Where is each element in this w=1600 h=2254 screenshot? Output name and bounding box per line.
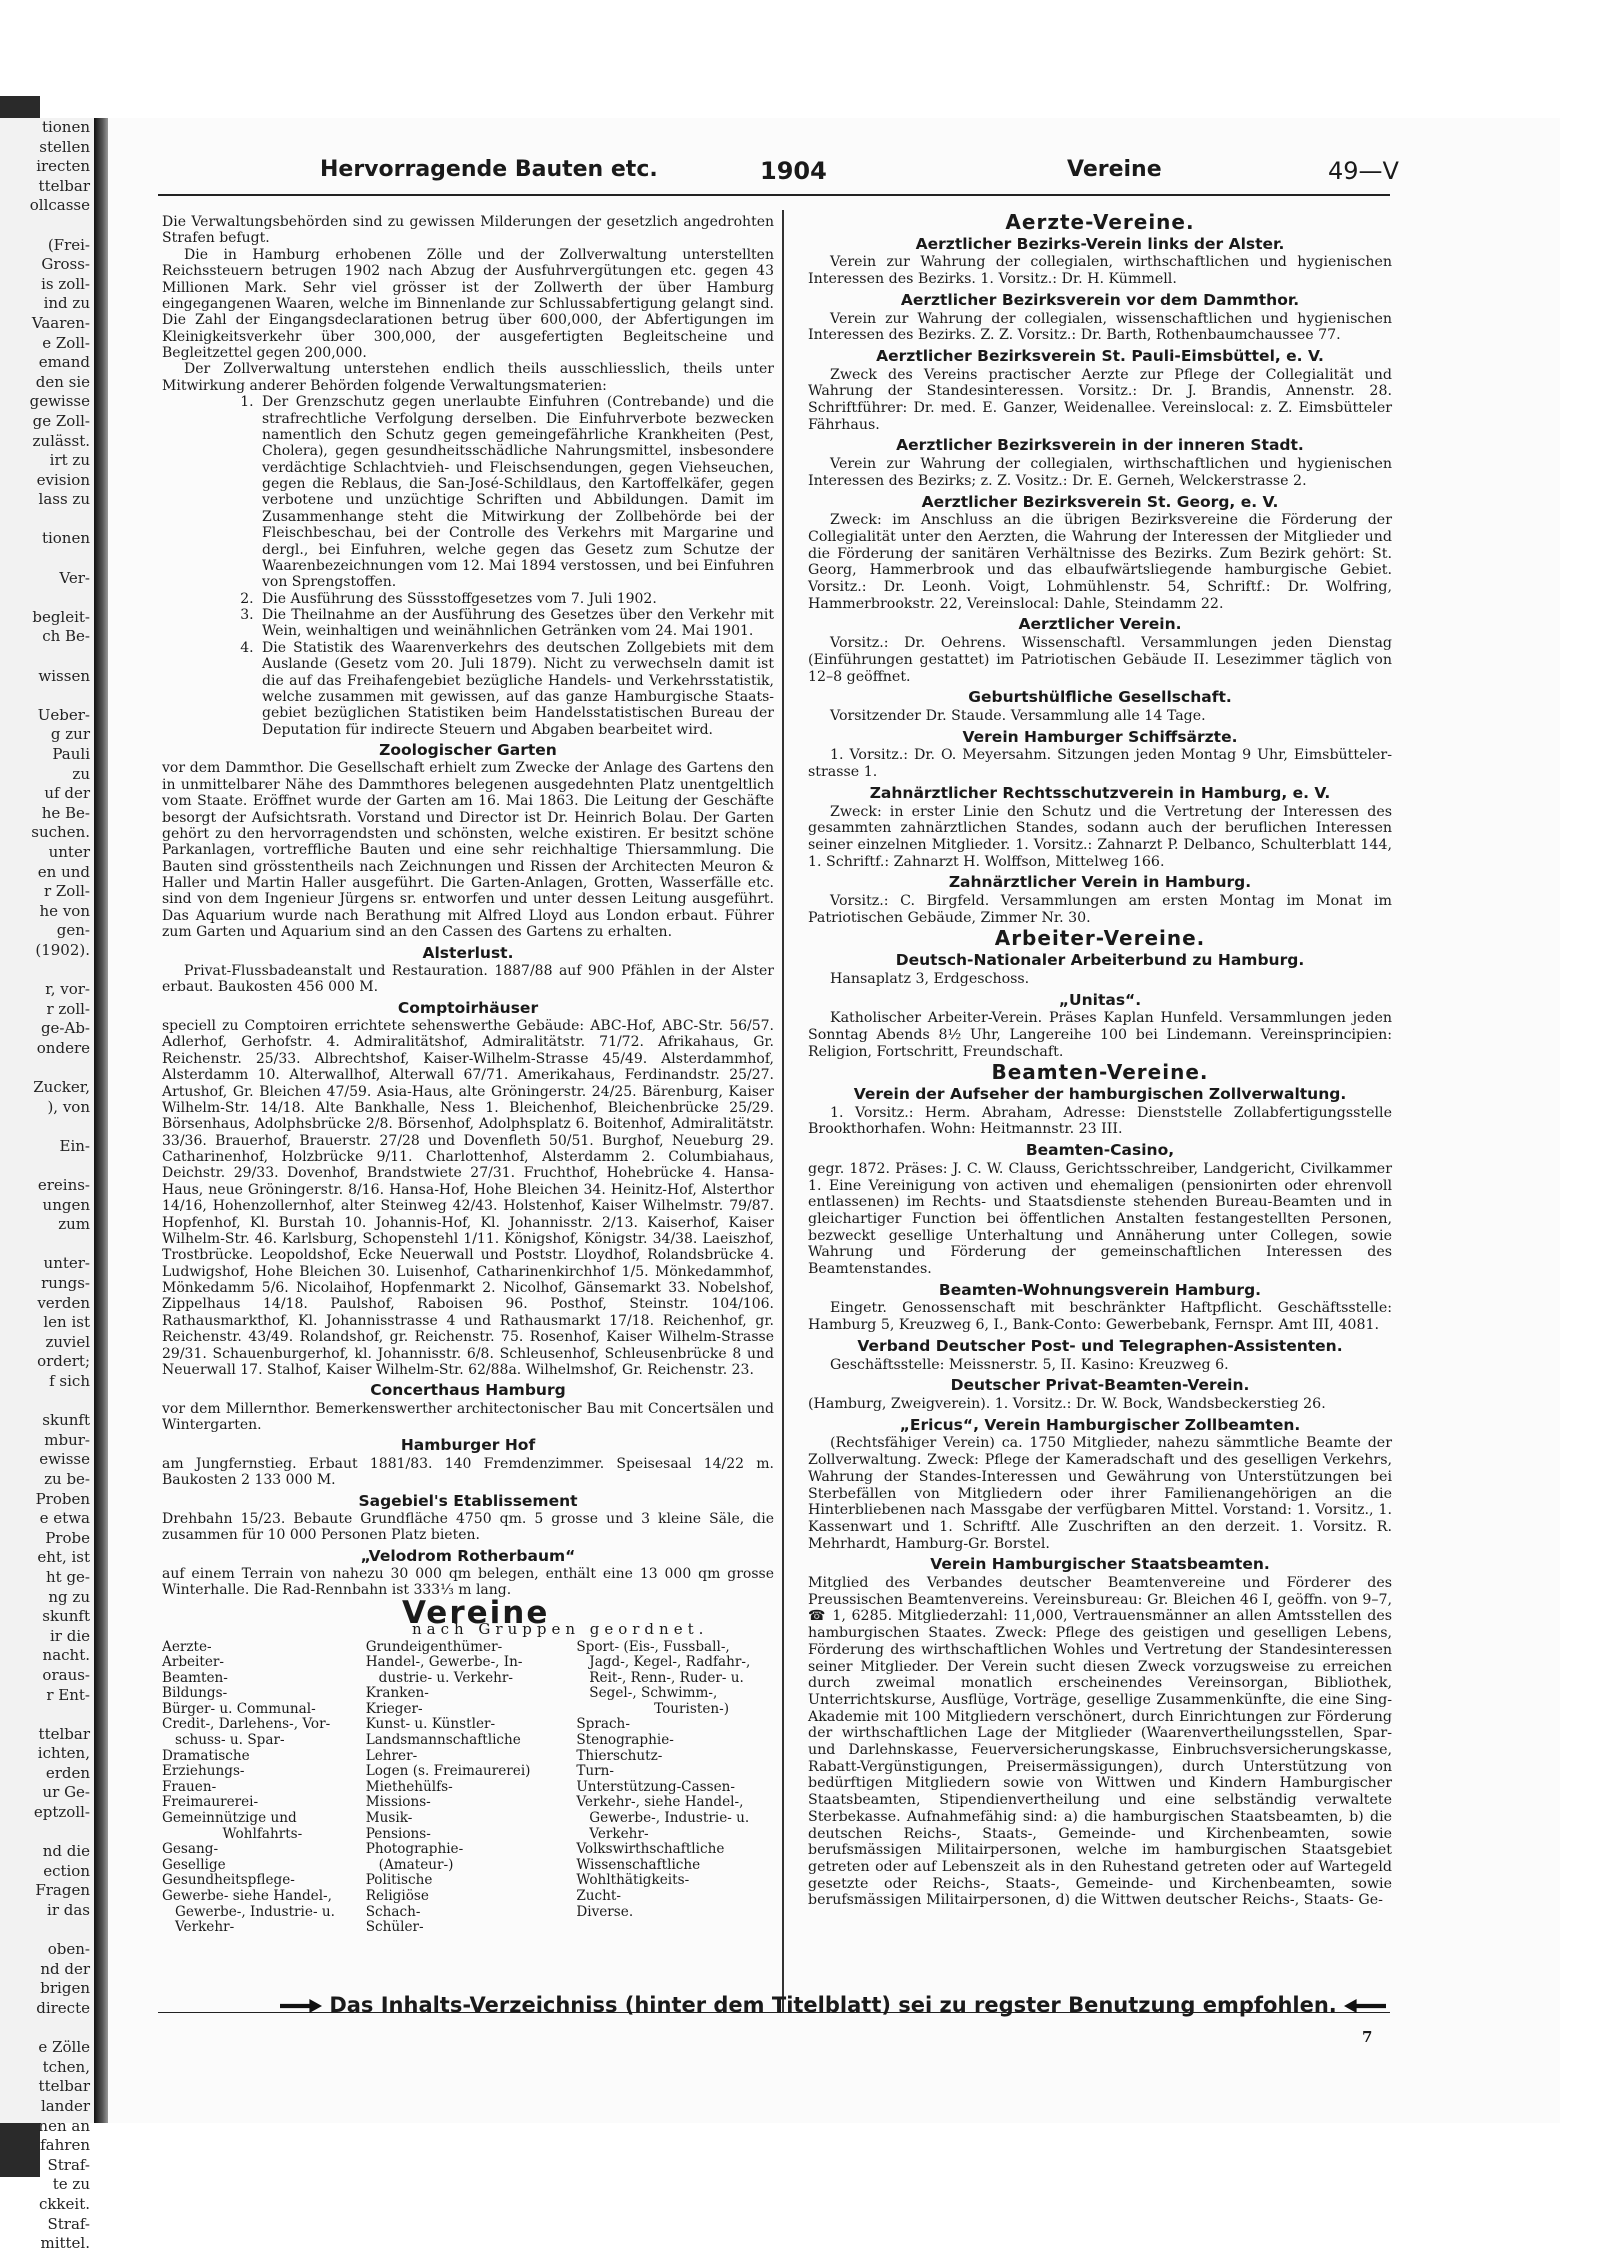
adjacent-page-fragment-line: oraus- (42, 1665, 90, 1684)
group-list-1: Aerzte- Arbeiter- Beamten- Bildungs- Bürger- u. Communal- Credit-, Darlehens-, Vor- schuss- u. Spar- Dramatische Erziehungs- Frauen- Freimaurerei- Gemeinnützige und Wohlfahrts- Gesang- Gesellige Gesundheitspflege- Gewerbe- siehe Handel-, Gewerbe-, Industrie- u. Verkehr- (162, 1638, 335, 1936)
adjacent-page-fragment-line: ge-Ab- (40, 1019, 90, 1038)
header-section: Vereine (1067, 157, 1162, 182)
club-name: Beamten-Casino, (1025, 1141, 1175, 1160)
adjacent-page-fragment-line: ungen (42, 1195, 90, 1214)
adjacent-page-fragment-line: tionen (41, 118, 90, 136)
adjacent-page-fragment-line: is zoll- (41, 274, 90, 293)
adjacent-page-fragment-line: Vaaren- (31, 313, 90, 332)
list-item: 2. Die Ausführung des Süssstoffgesetzes vom 7. Juli 1902. (258, 591, 774, 607)
adjacent-page-fragment-line: evision (36, 470, 90, 489)
adjacent-page-fragment-line: te zu (52, 2175, 90, 2194)
adjacent-page-fragment-line: skunft (42, 1411, 90, 1430)
section-heading: Comptoirhäuser (397, 998, 539, 1017)
adjacent-page-fragment-line: unter- (43, 1254, 90, 1273)
adjacent-page-fragment-line: ichten, (37, 1744, 90, 1763)
adjacent-page-fragment-line (0, 1705, 94, 1725)
club-text: Vorsitzender Dr. Staude. Versammlung alle 14 Tage. (830, 707, 1206, 724)
club-name: Aerztlicher Bezirks-Verein links der Alster. (915, 234, 1285, 253)
adjacent-page-fragment-line: zulässt. (32, 431, 90, 450)
club-text: 1. Vorsitz.: Dr. O. Meyersahm. Sitzungen jeden Montag 9 Uhr, Eimsbütteler-strasse 1. (808, 747, 1392, 781)
club-name: Verein der Aufseher der hamburgischen Zollverwaltung. (853, 1085, 1347, 1104)
adjacent-page-fragment-line: brigen (40, 1979, 90, 1998)
list-item: 4. Die Statistik des Waarenverkehrs des deutschen Zollgebiets mit dem Auslande (Gesetz vom 20. Juli 1879). Nicht zu verwechseln damit ist die auf das Freihafengebiet bezügliche Handels- und Verkehrsstatistik, welche zusammen mit gewissen, auf das ganze Hamburgische Staats-gebiet bezüglichen Statistiken beim Handelsstatistischen Bureau der Deputation für indirecte Steuern und Abgaben bearbeitet wird. (258, 640, 774, 738)
adjacent-page-fragment-line: ind zu (43, 294, 90, 313)
right-column (808, 210, 1392, 1909)
adjacent-page-fragment-line (0, 1823, 94, 1843)
club-name: Deutsch-Nationaler Arbeiterbund zu Hamburg. (895, 951, 1305, 970)
club-text: Hansaplatz 3, Erdgeschoss. (830, 970, 1030, 987)
adjacent-page-fragment-line: ge Zoll- (32, 411, 90, 430)
adjacent-page-fragment (0, 118, 94, 2253)
adjacent-page-fragment-line: gen- (56, 921, 90, 940)
club-text: Mitglied des Verbandes deutscher Beamtenvereine und Förderer des Preussischen Beamtenvereins. Vereinsbureau: Gr. Bleichen 46 I, geöffn. von 9–7, ☎ 1, 6285. Mitgliederzahl: 11,000, Vertrauensmänner an allen Amtsstellen des hamburgischen Staates. Zweck: Pflege des geistigen und geselligen Lebens, Förderung des wirthschaftlichen Wohles und Vertretung der Standesinteressen seiner Mitglieder. Der Verein sucht diesen Zweck vorzugsweise zu erreichen durch zweimal monatlich erscheinendes Vereinsorgan, Bibliothek, Unterrichtskurse, Ausflüge, Vorträge, gesellige Zusammenkünfte, die eine Sing-Akademie mit 100 Mitgliedern verschönert, durch Einrichtungen zur Förderung der wirthschaftlichen Lage der Mitglieder (Waarenvertheilungsstellen, Spar- und Darlehnskasse, Feuerversicherungskasse, Einbruchsversicherungskasse, Rabatt-Vergünstigungen, Preisermässigungen), durch Unterstützung von bedürftigen Mitgliedern sowie von Wittwen und Kindern Hamburgischer Staatsbeamten, Stipendienvertheilung und eine selbständig verwaltete Sterbekasse. Aufnahmefähig sind: a) die hamburgischen Staatsbeamten, b) die deutschen Reichs-, Staats-, Gemeinde- und Kirchenbeamten, sowie berufsmässigen Militairpersonen, welche im hamburgischen Staatsgebiet getreten oder auf Lebenszeit als in den Ruhestand getreten oder auf Wartegeld gesetzte oder Reichs-, Staats-, Gemeinde- und Kirchenbeamten, sowie berufsmässigen Militairpersonen, d) die Wittwen deutscher Reichs-, Staats- Ge- (808, 1575, 1392, 1909)
adjacent-page-fragment-line: wissen (38, 666, 90, 685)
section-heading: Sagebiel's Etablissement (358, 1491, 578, 1510)
adjacent-page-fragment-line: suchen. (31, 823, 90, 842)
adjacent-page-fragment-line: stellen (39, 137, 90, 156)
club-name: Aerztlicher Bezirksverein St. Georg, e. V. (921, 492, 1279, 511)
adjacent-page-fragment-line: Ueber- (37, 705, 90, 724)
club-text: Vorsitz.: C. Birgfeld. Versammlungen am ersten Montag im Monat im Patriotischen Gebäude, Zimmer Nr. 30. (808, 893, 1392, 926)
adjacent-page-fragment-line: ereins- (37, 1176, 90, 1195)
running-header (205, 157, 1399, 189)
section-text: vor dem Dammthor. Die Gesellschaft erhielt zum Zwecke der Anlage des Gartens den in unmittelbarer Nähe des Dammthores belegenen ausgedehnten Platz unentgeltlich vom Staate. Eröffnet wurde der Garten am 16. Mai 1863. Die Leitung der Geschäfte besorgt der Aufsichtsrath. Vorstand und Director ist Dr. Heinrich Bolau. Der Garten gehört zu den hervorragendsten und schönsten, welche existiren. Er besitzt schöne Parkanlagen, vortreffliche Bauten und eine sehr reichhaltige Thiersammlung. Die Bauten sind grösstentheils nach Zeichnungen und Rissen der Architecten Meuron & Haller und Martin Haller ausgeführt. Die Garten-Anlagen, Grotten, Wasserfälle etc. sind von dem Ingenieur Jürgens sr. entworfen und unter dessen Leitung ausgeführt. Das Aquarium wurde nach Berathung mit Alfred Lloyd aus London erbaut. Führer zum Garten und Aquarium sind an den Cassen des Gartens zu erhalten. (162, 760, 774, 941)
adjacent-page-fragment-line: ttelbar (38, 176, 90, 195)
club-text: Katholischer Arbeiter-Verein. Präses Kaplan Hunfeld. Versammlungen jeden Sonntag Abends 8½ Uhr, Langereihe 100 bei Lindemann. Vereinsprincipien: Religion, Fortschritt, Freundschaft. (808, 1010, 1392, 1060)
adjacent-page-fragment-line: len ist (43, 1313, 90, 1332)
adjacent-page-fragment-line: Probe (45, 1528, 90, 1547)
adjacent-page-fragment-line: zu (72, 764, 90, 783)
top-margin (0, 0, 1600, 96)
list-item: 3. Die Theilnahme an der Ausführung des Gesetzes über den Verkehr mit Wein, weinhaltigen und weinähnlichen Getränken vom 24. Mai 1901. (258, 607, 774, 640)
header-page: 49—V (1328, 157, 1399, 185)
adjacent-page-fragment-line: he von (39, 901, 90, 920)
adjacent-page-fragment-line: g zur (50, 725, 90, 744)
adjacent-page-fragment-line: ection (43, 1861, 90, 1880)
adjacent-page-fragment-line: f sich (49, 1372, 90, 1390)
section-text: Privat-Flussbadeanstalt und Restauration. 1887/88 auf 900 Pfählen in der Alster erbaut. Baukosten 456 000 M. (162, 962, 774, 996)
adjacent-page-fragment-line (0, 961, 94, 981)
adjacent-page-fragment-line: ewisse (39, 1450, 90, 1469)
adjacent-page-fragment-line (0, 1156, 94, 1176)
adjacent-page-fragment-line: r zoll- (46, 999, 90, 1018)
vereine-subtitle: nach Gruppen geordnet. (412, 1620, 709, 1639)
club-name: Zahnärztlicher Verein in Hamburg. (948, 873, 1252, 892)
club-text: (Rechtsfähiger Verein) ca. 1750 Mitglieder, nahezu sämmtliche Beamte der Zollverwaltung. Zweck: Pflege der Kameradschaft und des geselligen Verkehrs, Wahrung der Standes-Interessen und Gewährung von Unterstützungen bei Sterbefällen von Mitgliedern oder ihrer Familienangehörigen an die Hinterbliebenen nach Massgabe der verfügbaren Mittel. Vorstand: 1. Vorsitz., 1. Kassenwart und 1. Schriftf. Alle Zuschriften an den derzeit. 1. Vorsitz. R. Mehrhardt, Hamburg-Gr. Borstel. (808, 1435, 1392, 1552)
adjacent-page-text (0, 118, 94, 2254)
adjacent-page-fragment-line: ng zu (48, 1587, 90, 1606)
customs-paragraph: Die in Hamburg erhobenen Zölle und der Zollverwaltung unterstellten Reichssteuern betrugen 1902 nach Abzug der Ausfuhrvergütungen etc. gegen 43 Millionen Mark. Sehr viel grösser ist der Zollwerth der über Hamburg eingegangenen Waaren, welche im Binnenlande zur Schlussabfertigung gelangt sind. Die Zahl der Eingangsdeclarationen betrug über 600,000, der Abfertigungen im Kleinigkeitsverkehr über 300,000, der ausgefertigten Begleitscheine und Begleitzettel gegen 200,000. (162, 246, 774, 361)
adjacent-page-fragment-line (0, 588, 94, 608)
adjacent-page-fragment-line: tchen, (42, 2057, 90, 2076)
adjacent-page-fragment-line (0, 2019, 94, 2039)
adjacent-page-fragment-line: Ver- (59, 568, 90, 587)
adjacent-page-fragment-line: r Zoll- (43, 882, 90, 901)
administration-list (162, 394, 774, 738)
section-text: am Jungfernstieg. Erbaut 1881/83. 140 Fremdenzimmer. Speisesaal 14/22 m. Baukosten 2 133 000 M. (162, 1455, 774, 1489)
section-text: speciell zu Comptoiren errichtete sehenswerthe Gebäude: ABC-Hof, ABC-Str. 56/57. Adlerhof, Gerhofstr. 4. Admiralitätshof, Admiralitätstr. 71/72. Afrikahaus, Gr. Reichenstr. 25/33. Albrechtshof, Kaiser-Wilhelm-Strasse 45/49. Alsterdammhof, Alsterdamm 10. Alterwallhof, Alterwall 67/71. Amerikahaus, Ferdinandstr. 25/27. Artushof, Gr. Bleichen 47/59. Asia-Haus, alte Gröningerstr. 24/25. Bärenburg, Kaiser Wilhelm-Str. 14/18. Alte Bankhalle, Ness 1. Bleichenhof, Bleichenbrücke 25/29. Börsenhaus, Adolphsbrücke 2/8. Börsenhof, Adolphsplatz 6. Boitenhof, Admiralitätstr. 33/36. Brauerhof, Brauerstr. 27/28 und Dovenfleth 50/51. Burghof, Neueburg 29. Catharinenhof, Holzbrücke 9/11. Charlottenhof, Alsterdamm 2. Columbiahaus, Deichstr. 29/33. Dovenhof, Brandstwiete 27/31. Fruchthof, Hohebrücke 4. Hansa-Haus, neue Gröningerstr. 8/16. Hansa-Hof, Hohe Bleichen 34. Heinitz-Hof, Alsterthor 14/16, Hohenzollernhof, alter Steinweg 42/43. Holstenhof, Kaiser Wilhelmstr. 79/87. Hopfenhof, Kl. Burstah 10. Johannis-Hof, Kl. Johannisstr. 2/13. Kaiserhof, Kaiser Wilhelm-Str. 46. Karlsburg, Schopenstehl 1/11. Königshof, Königstr. 34/38. Laeiszhof, Trostbrücke. Leopoldshof, Ecke Neuerwall und Poststr. Lloydhof, Rolandsbrücke 4. Ludwigshof, Hohe Bleichen 30. Luisenhof, Catharinenkirchhof 1/5. Mönkedammhof, Mönkedamm 5/6. Nicolaihof, Hopfenmarkt 2. Nicolhof, Gänsemarkt 33. Nobelshof, Zippelhaus 14/18. Paulshof, Raboisen 96. Posthof, Steinstr. 104/106. Rathausmarkthof, Kl. Johannisstrasse 4 und Rathausmarkt 17/18. Reichenhof, gr. Reichenstr. 43/49. Rolandshof, gr. Reichenstr. 75. Rosenhof, Kaiser Wilhelm-Strasse 29/31. Schauenburgerhof, kl. Johannisstr. 6/8. Schleusenhof, Schleusenbrücke 8 und Neuerwall 17. Stalhof, Kaiser Wilhelm-Str. 62/88a. Wilhelmshof, Gr. Reichenstr. 23. (162, 1018, 774, 1378)
section-text: auf einem Terrain von nahezu 30 000 qm belegen, enthält eine 13 000 qm grosse Winterhalle. Die Rad-Rennbahn ist 333⅓ m lang. (162, 1566, 774, 1599)
adjacent-page-fragment-line: ht ge- (45, 1567, 90, 1586)
adjacent-page-fragment-line: Straf- (47, 2155, 90, 2174)
adjacent-page-fragment-line: zum (58, 1215, 90, 1234)
adjacent-page-fragment-line: en und (37, 862, 90, 881)
club-name: Geburtshülfliche Gesellschaft. (968, 688, 1232, 707)
adjacent-page-fragment-line: e etwa (39, 1509, 90, 1528)
adjacent-page-fragment-line: mbur- (44, 1430, 90, 1449)
adjacent-page-fragment-line (0, 549, 94, 569)
adjacent-page-fragment-line: lander (40, 2096, 90, 2115)
adjacent-page-fragment-line: nd die (42, 1842, 90, 1861)
adjacent-page-fragment-line: Straf- (47, 2214, 90, 2233)
signature-number: 7 (1362, 2028, 1373, 2046)
adjacent-page-fragment-line: uf der (44, 784, 90, 803)
adjacent-page-fragment-line (0, 1059, 94, 1079)
club-name: Verein Hamburgischer Staatsbeamten. (930, 1555, 1270, 1574)
club-name: Aerztlicher Bezirksverein St. Pauli-Eimsbüttel, e. V. (876, 346, 1324, 365)
club-name: „Unitas“. (1058, 990, 1142, 1009)
header-left: Hervorragende Bauten etc. (320, 157, 658, 182)
adjacent-page-fragment-line (0, 1117, 94, 1137)
club-text: Vorsitz.: Dr. Oehrens. Wissenschaftl. Versammlungen jeden Dienstag (Einführungen gestattet) im Patriotischen Gebäude II. Lesezimmer täglich von 12–8 geöffnet. (808, 635, 1392, 685)
club-name: Aerztlicher Verein. (1018, 615, 1182, 634)
vereine-title: Vereine (402, 1594, 550, 1631)
club-name: „Ericus“, Verein Hamburgischer Zollbeamten. (899, 1415, 1301, 1434)
adjacent-page-fragment-line: ollcasse (29, 196, 90, 215)
section-heading: „Velodrom Rotherbaum“ (360, 1546, 576, 1565)
adjacent-page-fragment-line: gewisse (29, 392, 90, 411)
adjacent-page-fragment-line: lass zu (38, 490, 90, 509)
adjacent-page-fragment-line: emand (38, 353, 90, 372)
adjacent-page-fragment-line: ur Ge- (42, 1783, 90, 1802)
adjacent-page-fragment-line: e Zölle (38, 2038, 90, 2057)
adjacent-page-fragment-line: Zucker, (33, 1078, 90, 1097)
adjacent-page-fragment-line: nd der (40, 1959, 90, 1978)
club-text: Eingetr. Genossenschaft mit beschränkter Haftpflicht. Geschäftsstelle: Hamburg 5, Kreuzweg 6, I., Bank-Conto: Gewerbebank, Fernspr. Amt III, 4081. (808, 1300, 1392, 1334)
section-text: Drehbahn 15/23. Bebaute Grundfläche 4750 qm. 5 grosse und 3 kleine Säle, die zusammen für 10 000 Personen Platz bieten. (162, 1510, 774, 1544)
adjacent-page-fragment-line: nen an (38, 2116, 90, 2135)
club-name: Verband Deutscher Post- und Telegraphen-Assistenten. (857, 1336, 1343, 1355)
adjacent-page-fragment-line: begleit- (32, 607, 90, 626)
adjacent-page-fragment-line (0, 686, 94, 706)
vereine-group-index (162, 1640, 774, 1936)
adjacent-page-fragment-line: ), von (47, 1097, 90, 1116)
adjacent-page-fragment-line: ir die (49, 1626, 90, 1645)
club-name: Deutscher Privat-Beamten-Verein. (950, 1376, 1250, 1395)
club-text: (Hamburg, Zweigverein). 1. Vorsitz.: Dr. W. Bock, Wandsbeckerstieg 26. (808, 1396, 1326, 1412)
adjacent-page-fragment-line: nacht. (42, 1646, 90, 1665)
footer-banner (280, 1993, 1337, 2017)
adjacent-page-fragment-line (0, 1392, 94, 1412)
section-text: vor dem Millernthor. Bemerkenswerther architectonischer Bau mit Concertsälen und Wintergarten. (162, 1400, 774, 1433)
adjacent-page-fragment-line: r, vor- (45, 980, 90, 999)
pointing-hand-icon (280, 1999, 322, 2013)
adjacent-page-fragment-line: e Zoll- (42, 333, 90, 352)
adjacent-page-fragment-line: zu be- (44, 1469, 90, 1488)
group-list-2: Grundeigenthümer- Handel-, Gewerbe-, In- dustrie- u. Verkehr- Kranken- Krieger- Kunst- u. Künstler- Landsmannschaftliche Lehrer- Logen (s. Freimaurerei) Miethehülfs- Missions- Musik- Pensions- Photographie- (Amateur-) Politische Religiöse Schach- Schüler- (365, 1638, 531, 1936)
administration-paragraph: Der Zollverwaltung unterstehen endlich theils ausschliesslich, theils unter Mitwirkung anderer Behörden folgende Verwaltungsmaterien: (162, 361, 774, 394)
adjacent-page-fragment-line: eptzoll- (33, 1803, 90, 1822)
club-name: Beamten-Wohnungsverein Hamburg. (938, 1280, 1262, 1299)
adjacent-page-fragment-line: tionen (41, 529, 90, 548)
club-text: Zweck des Vereins practischer Aerzte zur Pflege der Collegialität und Wahrung der Standesinteressen. Vorsitz.: Dr. J. Brandis, Annenstr. 28. Schriftführer: Dr. med. E. Ganzer, Weidenallee. Vereinslocal: z. Z. Eimsbütteler Fährhaus. (808, 366, 1392, 433)
section-heading: Zoologischer Garten (379, 741, 557, 759)
adjacent-page-fragment-line (0, 1235, 94, 1255)
adjacent-page-fragment-line: irt zu (49, 451, 90, 470)
adjacent-page-fragment-line: he Be- (41, 803, 90, 822)
adjacent-page-fragment-line: den sie (35, 372, 90, 391)
club-text: gegr. 1872. Präses: J. C. W. Clauss, Gerichtsschreiber, Landgericht, Civilkammer 1. Eine Vereinigung von activen und ehemaligen (pensionirten oder ehrenvoll entlassenen) im Rechts- und Staatsdienste stehenden Bureau-Beamten und in gleichartiger Function bei öffentlichen Anstalten festangestellten Personen, bezweckt gesellige Unterhaltung und Annäherung unter Collegen, sowie Wahrung und Förderung der gemeinschaftlichen Interessen des Beamtenstandes. (808, 1160, 1392, 1278)
intro-paragraph: Die Verwaltungsbehörden sind zu gewissen Milderungen der gesetzlich angedrohten Strafen befugt. (162, 214, 774, 247)
header-year: 1904 (760, 157, 827, 185)
adjacent-page-fragment-line: unter (48, 842, 90, 861)
adjacent-page-fragment-line: ttelbar (38, 2077, 90, 2096)
club-text: Verein zur Wahrung der collegialen, wissenschaftlichen und hygienischen Interessen des Bezirks. Z. Z. Vorsitz.: Dr. Barth, Rothenbaumchaussee 77. (808, 310, 1392, 344)
adjacent-page-fragment-line: Gross- (41, 255, 90, 274)
category-heading: Arbeiter-Vereine. (994, 926, 1206, 951)
section-heading: Concerthaus Hamburg (370, 1381, 566, 1400)
club-name: Aerztlicher Bezirksverein in der inneren Stadt. (896, 436, 1304, 455)
adjacent-page-fragment-line: Proben (35, 1489, 90, 1508)
adjacent-page-fragment-line: (1902). (35, 940, 90, 959)
adjacent-page-fragment-line (0, 216, 94, 236)
scanner-edge-right (1560, 96, 1600, 2177)
header-rule (158, 194, 1390, 196)
adjacent-page-fragment-line: zuviel (45, 1332, 90, 1351)
adjacent-page-fragment-line: rungs- (41, 1274, 90, 1293)
adjacent-page-fragment-line: ttelbar (38, 1724, 90, 1743)
adjacent-page-fragment-line: ch Be- (42, 627, 90, 646)
column-divider (782, 210, 784, 2013)
adjacent-page-fragment-line: eht, ist (37, 1548, 90, 1567)
club-name: Zahnärztlicher Rechtsschutzverein in Hamburg, e. V. (869, 783, 1331, 802)
adjacent-page-fragment-line: erden (45, 1763, 90, 1782)
adjacent-page-fragment-line: ckkeit. (38, 2194, 90, 2213)
footer-banner-text: Das Inhalts-Verzeichniss (hinter dem Titelblatt) sei zu regster Benutzung empfohlen. (329, 1993, 1337, 2017)
adjacent-page-fragment-line (0, 510, 94, 530)
club-text: Verein zur Wahrung der collegialen, wirthschaftlichen und hygienischen Interessen des Bezirks. 1. Vorsitz.: Dr. H. Kümmell. (808, 254, 1392, 288)
adjacent-page-fragment-line (0, 647, 94, 667)
adjacent-page-fragment-line: ir das (47, 1901, 90, 1920)
adjacent-page-fragment-line: Pauli (52, 745, 90, 763)
club-text: 1. Vorsitz.: Herm. Abraham, Adresse: Dienststelle Zollabfertigungsstelle Brookthorhafen. Wohn: Heitmannstr. 23 III. (808, 1104, 1392, 1138)
section-heading: Hamburger Hof (400, 1436, 536, 1455)
category-heading: Beamten-Vereine. (991, 1060, 1209, 1085)
adjacent-page-fragment-line: r Ent- (46, 1685, 90, 1704)
club-text: Zweck: in erster Linie den Schutz und die Vertretung der Interessen des gesammten zahnärztlichen Standes, sodann auch der beruflichen Interessen seiner einzelnen Mitglieder. 1. Vorsitz.: Zahnarzt P. Delbanco, Schulterblatt 144, 1. Schriftf.: Zahnarzt H. Wolffson, Mittelweg 166. (808, 803, 1392, 870)
section-heading: Alsterlust. (422, 943, 514, 962)
left-column (162, 214, 774, 1936)
adjacent-page-fragment-line: ordert; (37, 1352, 90, 1371)
adjacent-page-fragment-line: irecten (36, 157, 90, 176)
adjacent-page-fragment-line (0, 1921, 94, 1941)
club-text: Zweck: im Anschluss an die übrigen Bezirksvereine die Förderung der Collegialität unter den Aerzten, die Wahrung der Interessen der Mitglieder und die Förderung der sanitären Verhältnisse des Bezirks. Zum Bezirk gehört: St. Georg, Hammerbrook und das elbaufwärtsliegende hamburgische Gebiet. Vorsitz.: Dr. Leonh. Voigt, Lohmühlenstr. 54, Schriftf.: Dr. Wolfring, Hammerbrookstr. 22, Vereinslocal: Dahle, Steindamm 22. (808, 512, 1392, 612)
adjacent-page-fragment-line: (Frei- (47, 235, 90, 254)
category-heading: Aerzte-Vereine. (1005, 210, 1195, 234)
book-gutter (94, 118, 108, 2123)
list-item: 1. Der Grenzschutz gegen unerlaubte Einfuhren (Contrebande) und die strafrechtliche Verfolgung derselben. Die Einfuhrverbote bezwecken namentlich den Schutz gegen gemeingefährliche Krankheiten (Pest, Cholera), gegen gesundheitsschädliche Nahrungsmittel, insbesondere verdächtige Schlachtvieh- und Fleischsendungen, gegen Viehseuchen, gegen die Reblaus, die San-José-Schildlaus, den Kartoffelkäfer, gegen verbotene und unzüchtige Schriften und Abbildungen. Damit im Zusammenhange steht die Mitwirkung der Zollbehörde bei der Fleischbeschau, bei der Controlle des Verkehrs mit Margarine und dergl., bei Einfuhren, welche gegen das Gesetz zum Schutze der Waarenbezeichnungen vom 12. Mai 1894 verstossen, und bei Einfuhren von Sprengstoffen. (258, 394, 774, 591)
adjacent-page-fragment-line: fahren (40, 2136, 90, 2155)
adjacent-page-fragment-line: oben- (47, 1940, 90, 1959)
adjacent-page-fragment-line: verden (37, 1293, 90, 1312)
club-text: Verein zur Wahrung der collegialen, wirthschaftlichen und hygienischen Interessen des Bezirks; z. Z. Vositz.: Dr. E. Gerneh, Welckerstrasse 2. (808, 456, 1392, 489)
adjacent-page-fragment-line: ondere (36, 1038, 90, 1057)
adjacent-page-fragment-line: Ein- (59, 1136, 90, 1155)
group-list-3: Sport- (Eis-, Fussball-, Jagd-, Kegel-, Radfahr-, Reit-, Renn-, Ruder- u. Segel-, Schwimm-, Touristen-) Sprach- Stenographie- Thierschutz- Turn- Unterstützung-Cassen- Verkehr-, siehe Handel-, Gewerbe-, Industrie- u. Verkehr- Volkswirthschaftliche Wissenschaftliche Wohlthätigkeits- Zucht- Diverse. (576, 1638, 751, 1920)
adjacent-page-fragment-line: skunft (42, 1607, 90, 1626)
adjacent-page-fragment-line: mittel. (40, 2234, 90, 2253)
adjacent-page-fragment-line: Fragen (35, 1881, 90, 1900)
club-text: Geschäftsstelle: Meissnerstr. 5, II. Kasino: Kreuzweg 6. (830, 1356, 1229, 1373)
club-name: Aerztlicher Bezirksverein vor dem Dammthor. (900, 290, 1300, 309)
club-name: Verein Hamburger Schiffsärzte. (962, 727, 1238, 746)
adjacent-page-fragment-line: directe (36, 1999, 90, 2017)
